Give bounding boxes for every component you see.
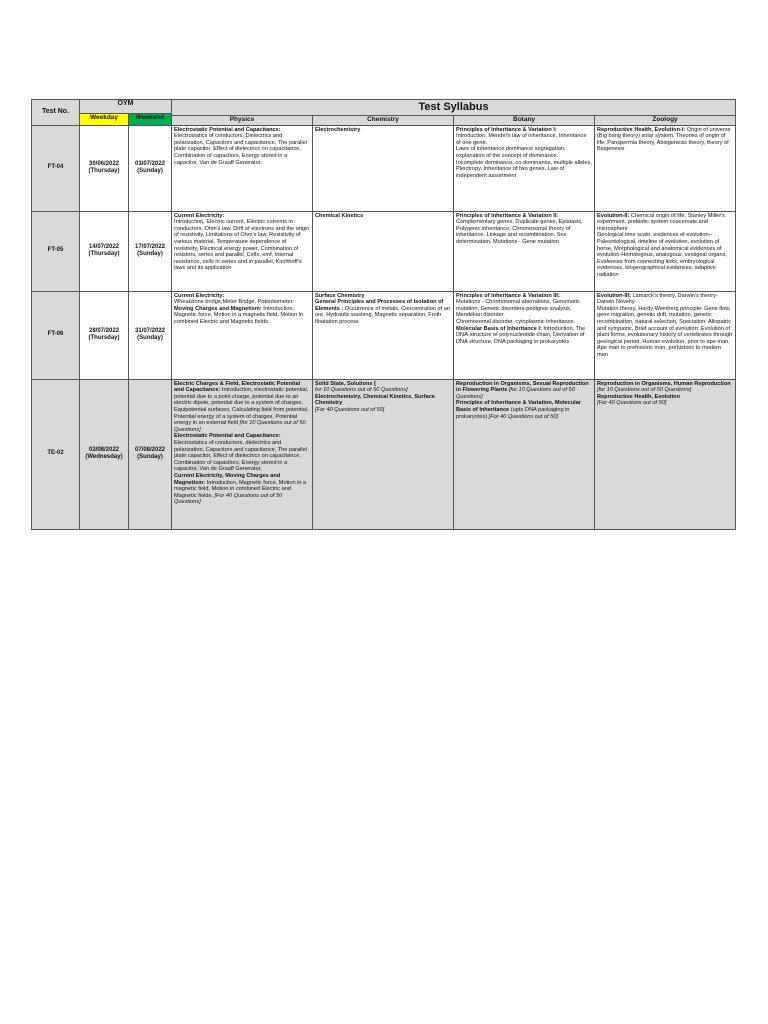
test-id-cell: TE-02 [32,379,80,529]
syllabus-body [32,125,736,529]
table-row [32,211,736,291]
topic-heading: Molecular Basis of Inheritance I: [456,325,542,332]
syllabus-line [174,219,310,272]
physics-syllabus-cell [172,211,313,291]
topic-heading: Current Electricity: [174,292,225,299]
question-note: [for 10 Questions out of 50 Questions] [174,420,306,433]
topic-text: Introduction, The DNA-structure of polynucleotide chain, Derivation of DNA structure, DNA packaging in prokaryotes [456,325,586,345]
chemistry-syllabus-cell [313,379,454,529]
topic-text: Introduction, Electric current, Electric currents in conductors, Ohm's law, Drift of electrons and the origin of resistivity, Limitations of Ohm's law, Resistivity of various material, Temperature dependence of resistivity, Electrical energy power, Combination of resistors, series and parallel, Cells, emf, Internal resistance, cells in series and in parallel, Kirchhoff's laws and its application [174,219,310,272]
table-row [32,125,736,211]
topic-text: Occurrence of metals, Concentration of an ore, Hydraulic washing, Magnetic separation, Froth floatation process [315,305,450,325]
topic-text: Introduction, Mendel's law of inheritance, Inheritance of one gene. [456,133,587,146]
topic-heading: Principles of Inheritance & Variation I: [456,126,557,133]
topic-text: Incomplete dominance, co-dominance, multiple alleles, Pleiotropy, Inheritance of two genes, Law of independent assortment [456,159,592,179]
topic-text: Wheatstone bridge,Meter Bridge, Potentiometer. [174,299,294,306]
zoology-syllabus-cell [595,379,736,529]
weekend-date-cell [129,379,172,529]
physics-syllabus-cell [172,379,313,529]
topic-text: Introduction, Magnetic force, Motion in a magnetic field, Motion in combined Electric and Magnetic fields. [174,479,307,499]
topic-heading: Reproductive Health, Evolution [597,393,680,400]
chemistry-syllabus-cell [313,291,454,379]
weekend-header: Weekend [129,114,172,126]
topic-heading: Electrostatic Potential and Capacitance: [174,126,281,133]
topic-heading: Electrostatic Potential and Capacitance: [174,433,281,440]
oym-header: OYM [80,100,172,114]
topic-heading: Surface Chemistry [315,292,365,299]
syllabus-table [31,99,736,530]
syllabus-line [315,213,451,220]
syllabus-line [456,160,592,180]
zoology-syllabus-cell [595,291,736,379]
table-row [32,379,736,529]
topic-heading: Principles of Inheritance & Variation II: [456,212,559,219]
syllabus-line [174,213,310,220]
weekday-day: (Wednesday) [85,454,123,461]
topic-heading: Reproductive Health, Evolution-I: [597,126,686,133]
topic-heading: Reproduction in Organisms, Human Reproduction [597,380,731,387]
syllabus-line [315,127,451,134]
question-note: [for 10 Questions out of 50 Questions] [597,387,692,394]
topic-heading: Moving Charges and Magnetism: [174,305,262,312]
topic-heading: Solid State, Solutions [ [315,380,376,387]
question-note: [For 40 Questions out of 50] [488,413,559,420]
weekday-date-cell [80,125,129,211]
weekend-day: (Sunday) [137,168,163,175]
weekend-date: 17/07/2022 [134,243,166,250]
weekend-date-cell [129,211,172,291]
syllabus-line [174,473,310,506]
weekday-date-cell [80,379,129,529]
table-row [32,291,736,379]
syllabus-line [174,306,310,326]
syllabus-line [597,381,733,388]
topic-text: Geological time scale, evidences of evolution–Paleontological, timeline of evolution, evolution of horse, Morphological and anatomical evidences of evolution-Homologous, analogous, vestigeal organs, Evidences from connecting links, embryological evidences, biogeographical evidences, adaptive radiation [597,232,727,278]
weekday-date: 30/06/2022 [88,160,120,167]
zoology-syllabus-cell [595,125,736,211]
syllabus-line [315,394,451,407]
test-syllabus-title: Test Syllabus [172,100,736,116]
subject-header-zoology: Zoology [595,116,736,126]
syllabus-line [597,394,733,401]
weekday-day: (Thursday) [88,335,120,342]
physics-syllabus-cell [172,125,313,211]
syllabus-line [174,127,310,134]
syllabus-line [597,306,733,359]
topic-heading: Electric Charges & Field, Electrostatic Potential and Capacitance: [174,380,301,394]
test-no-header: Test No. [32,100,80,126]
subject-header-chemistry: Chemistry [313,116,454,126]
weekday-date: 28/07/2022 [88,327,120,334]
topic-heading: Current Electricity, Moving Charges and Magnetism: [174,472,281,486]
chemistry-syllabus-cell [313,211,454,291]
weekend-date-cell [129,125,172,211]
zoology-syllabus-cell [595,211,736,291]
syllabus-line [315,381,451,388]
question-note: for 10 Questions out of 50 Questions] [315,387,408,394]
syllabus-line [315,293,451,300]
topic-heading: Reproduction in Organisms, Sexual Reproduction in Flowering Plants [456,380,589,394]
syllabus-line [315,299,451,325]
weekend-date: 31/07/2022 [134,327,166,334]
question-note: [for 10 Questions out of 50 Questions] [456,387,575,400]
chemistry-syllabus-cell [313,125,454,211]
weekend-date-cell [129,291,172,379]
syllabus-line [597,213,733,233]
botany-syllabus-cell [454,379,595,529]
subject-header-physics: Physics [172,116,313,126]
question-note: [For 40 Questions out of 50] [315,406,385,413]
weekend-date: 03/07/2022 [134,160,166,167]
weekday-date: 03/08/2022 [88,446,120,453]
syllabus-line [456,127,592,134]
syllabus-line [597,387,733,394]
test-id-cell: FT-06 [32,291,80,379]
syllabus-line [174,293,310,300]
topic-text: (upto DNA packaging in prokaryotes) [456,406,570,420]
subject-header-botany: Botany [454,116,595,126]
topic-text: Mutations - Chromosomal aberrations, Genomatic mutation, Genetic disorders-pedigree analysis, Mendelian disorder [456,299,580,319]
test-id-cell: FT-04 [32,125,80,211]
topic-heading: General Principles and Processes of Isolation of Elements : [315,299,444,312]
syllabus-line [597,293,733,306]
weekday-date: 14/07/2022 [88,243,120,250]
physics-syllabus-cell [172,291,313,379]
topic-text: Origin of universe (Big bang theory) solar system, Theories of origin of life: Panspermia theory, Abiogenesis theory, theory of Biogenesis [597,126,731,153]
topic-text: Laws of inheritance dominance segregation, explanation of the concept of dominance. [456,146,566,159]
weekend-day: (Sunday) [137,251,163,258]
syllabus-line [456,326,592,346]
syllabus-line [456,319,592,326]
syllabus-line [456,381,592,401]
syllabus-line [456,146,592,159]
topic-text: Introduction, electrostatic potential, potential due to a point charge, potential due to an electric dipole, potential due to a system of charges, Equipotential surfaces, Calculating field from potential, Potential energy of a system of charges, Potential energy in an external field [174,387,309,427]
weekday-date-cell [80,291,129,379]
botany-syllabus-cell [454,291,595,379]
syllabus-line [597,127,733,153]
topic-heading: Principles of Inheritance & Variation III: [456,292,560,299]
syllabus-line [315,387,451,394]
syllabus-line [174,133,310,166]
botany-syllabus-cell [454,211,595,291]
topic-heading: Principles of Inheritance & Variation, Molecular Basis of Inheritance [456,400,581,413]
syllabus-line [597,400,733,407]
topic-text: Complementary genes, Duplicate genes, Epistasis, Polygenic inheritance, Chromosomal theory of inheritance, Linkage and recombination, Sex determination, Mutations - Gene mutation [456,219,583,245]
topic-heading: Chemical Kinetics [315,212,364,219]
topic-text: Chemical origin of life, Stanley Miller's experiment, prebiotic system coacervate and microsphere [597,212,725,232]
topic-heading: Current Electricity: [174,212,225,219]
syllabus-line [597,232,733,278]
topic-text: Mutation theory, Hardy Weinberg principle: Gene flow, gene migration, genetic drift, mutation, genetic recombination, natural selection, Speciation: Allopatric and sympatric, Brief account of evolution: Evolution of plant forms, evolutionary history of vertebrates through geological period, Human evolution, prior to ape man, Ape man to prehistoric man, prehistoric to modern man [597,305,733,358]
syllabus-line [456,133,592,146]
topic-heading: Evolution-II: [597,212,630,219]
weekend-date: 07/08/2022 [134,446,166,453]
syllabus-line [456,293,592,300]
topic-text: Introduction, Magnetic force, Motion in a magnetic field, Motion in combined Electric and Magnetic fields. [174,305,304,325]
topic-heading: Evolution-III: [597,292,631,299]
syllabus-line [456,213,592,220]
botany-syllabus-cell [454,125,595,211]
weekday-date-cell [80,211,129,291]
topic-text: Electrostatics of conductors, dielectrics and polarization, Capacitors and capacitance, The parallel plate capacitor, Effect of dielectrics on capacitance, Combination of capacitors, Energy stored in a capacitor, Van de Graaff Generator, [174,439,307,473]
topic-text: Electrostatics of conductors, Dielectrics and polarization, Capacitors and capacitance, The parallel plate capacitor, Effect of dielectrics on capacitance, Combination of capacitors, Energy stored in a capacitor, Van de Graaff Generator. [174,133,307,166]
weekday-day: (Thursday) [88,168,120,175]
syllabus-line [174,299,310,306]
weekend-day: (Sunday) [137,454,163,461]
syllabus-line [174,381,310,434]
syllabus-line [315,407,451,414]
syllabus-line [456,400,592,420]
syllabus-line [174,440,310,473]
weekend-day: (Sunday) [137,335,163,342]
topic-heading: Electrochemistry, Chemical Kinetics, Surface Chemistry [315,393,435,407]
syllabus-line [174,433,310,440]
syllabus-line [456,299,592,319]
question-note: [For 40 Questions out of 50] [597,400,667,407]
weekday-day: (Thursday) [88,251,120,258]
test-id-cell: FT-05 [32,211,80,291]
topic-heading: Electrochemistry [315,126,361,133]
weekday-header: Weekday [80,114,129,126]
question-note: [For 40 Questions out of 50 Questions] [174,492,283,506]
syllabus-line [456,219,592,245]
topic-text: Chromosomal disorder, cytoplasmic inheritance. [456,318,576,325]
topic-text: Lamarck's theory, Darwin's theory- Darwin Novelty [597,292,718,306]
